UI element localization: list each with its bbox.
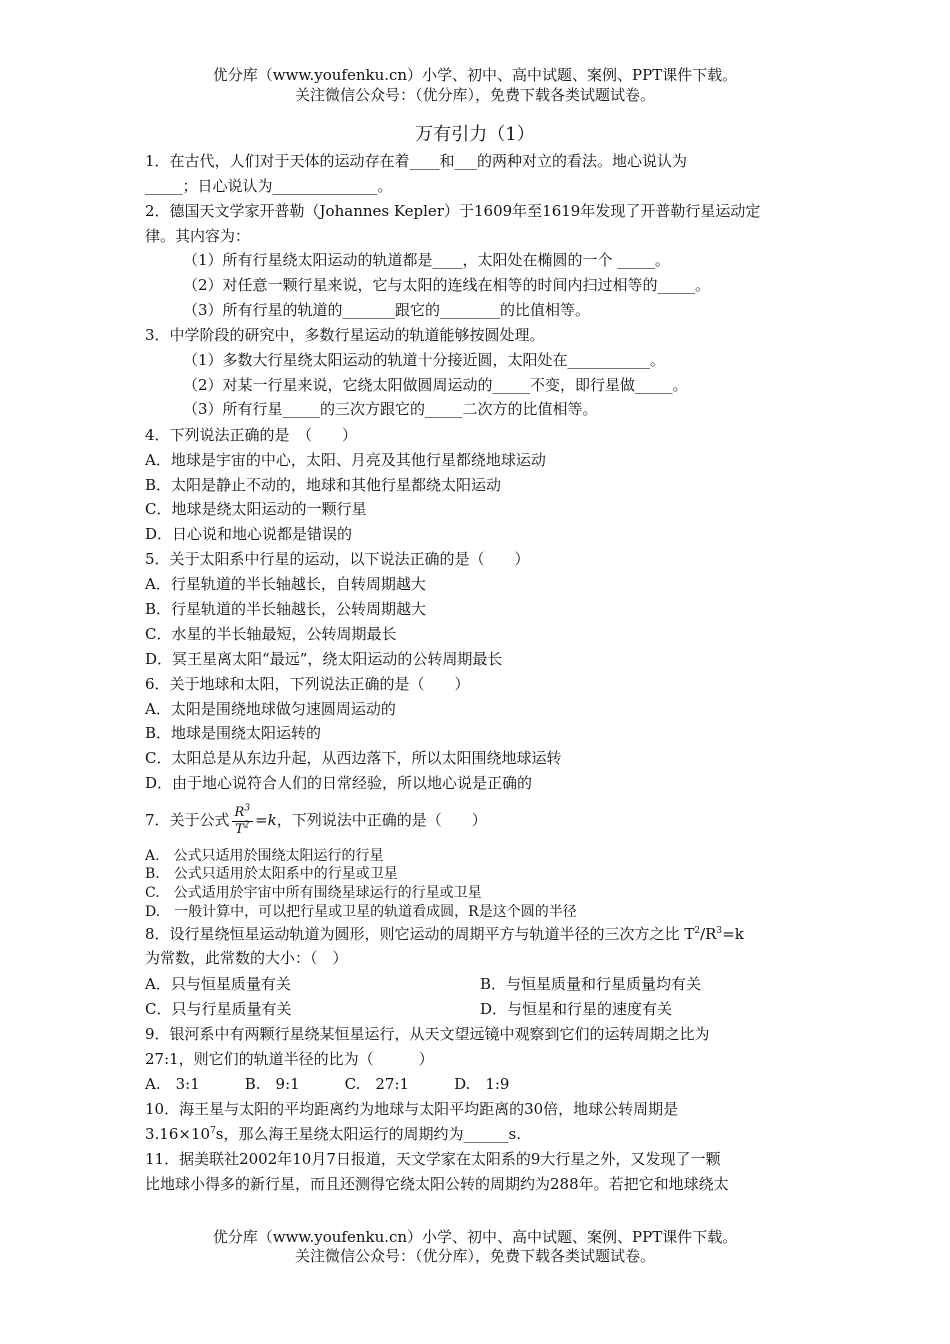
q8-option-b: B．与恒星质量和行星质量均有关 [480, 975, 702, 993]
q8-line-1: 8．设行星绕恒星运动轨道为圆形，则它运动的周期平方与轨道半径的三次方之比 $T^2/R^3=k$ [145, 925, 744, 943]
footer-line-1: 优分库（www.youfenku.cn）小学、初中、高中试题、案例、PPT课件下载。 [212, 1228, 738, 1246]
q8-option-a: A．只与恒星质量有关 [145, 975, 291, 993]
q6-option-b: B．地球是围绕太阳运转的 [145, 724, 322, 742]
header-line-1: 优分库（www.youfenku.cn）小学、初中、高中试题、案例、PPT课件下载。 [212, 66, 738, 84]
q5-stem: 5．关于太阳系中行星的运动，以下说法正确的是（ ） [145, 550, 530, 568]
q2-sub-3: （3）所有行星的轨道的_______跟它的________的比值相等。 [183, 301, 591, 319]
q7-stem-prefix: 7．关于公式 [145, 811, 230, 829]
q2-sub-1: （1）所有行星绕太阳运动的轨道都是____，太阳处在椭圆的一个 _____。 [183, 251, 670, 269]
q9-line-1: 9．银河系中有两颗行星绕某恒星运行，从天文望远镜中观察到它们的运转周期之比为 [145, 1025, 710, 1043]
q7-stem [145, 800, 487, 840]
q3-line-1: 3．中学阶段的研究中，多数行星运动的轨道能够按圆处理。 [145, 326, 545, 344]
q1-line-1: 1．在古代，人们对于天体的运动存在着____和___的两种对立的看法。地心说认为 [145, 152, 688, 170]
q7-option-c: C. 公式适用於宇宙中所有围绕星球运行的行星或卫星 [145, 885, 482, 901]
q7-option-b: B. 公式只适用於太阳系中的行星或卫星 [145, 866, 398, 882]
q6-option-c: C．太阳总是从东边升起，从西边落下，所以太阳围绕地球运转 [145, 749, 562, 767]
q6-option-d: D．由于地心说符合人们的日常经验，所以地心说是正确的 [145, 774, 533, 792]
q9-options: A. 3:1 B. 9:1 C. 27:1 D. 1:9 [145, 1075, 510, 1093]
q8-option-d: D．与恒星和行星的速度有关 [480, 1000, 673, 1018]
q2-line-2: 律。其内容为： [145, 227, 251, 245]
q7-option-d: D. 一般计算中，可以把行星或卫星的轨道看成圆，R是这个圆的半径 [145, 904, 577, 920]
formula-fraction [232, 805, 254, 838]
q7-option-a: A. 公式只适用於围绕太阳运行的行星 [145, 848, 384, 864]
q2-sub-2: （2）对任意一颗行星来说，它与太阳的连线在相等的时间内扫过相等的_____。 [183, 276, 711, 294]
q2-line-1: 2．德国天文学家开普勒（Johannes Kepler）于1609年至1619年发现了开普勒行星运动定 [145, 202, 761, 220]
q10-line-1: 10．海王星与太阳的平均距离约为地球与太阳平均距离的30倍，地球公转周期是 [145, 1100, 679, 1118]
q4-option-c: C．地球是绕太阳运动的一颗行星 [145, 500, 367, 518]
q4-option-b: B．太阳是静止不动的，地球和其他行星都绕太阳运动 [145, 476, 502, 494]
q3-sub-1: （1）多数大行星绕太阳运动的轨道十分接近圆，太阳处在___________。 [183, 351, 666, 369]
q11-line-2: 比地球小得多的新行星，而且还测得它绕太阳公转的周期约为288年。若把它和地球绕太 [145, 1175, 729, 1193]
q5-option-c: C．水星的半长轴最短，公转周期最长 [145, 625, 397, 643]
q5-option-b: B．行星轨道的半长轴越长，公转周期越大 [145, 600, 427, 618]
q6-stem: 6．关于地球和太阳，下列说法正确的是（ ） [145, 675, 470, 693]
q5-option-d: D．冥王星离太阳“最远”，绕太阳运动的公转周期最长 [145, 650, 503, 668]
q3-sub-3: （3）所有行星_____的三次方跟它的_____二次方的比值相等。 [183, 400, 598, 418]
formula-numerator: $R^3$ [232, 805, 254, 822]
q7-stem-suffix: ，下列说法中正确的是（ ） [276, 811, 487, 829]
page-title: 万有引力（1） [415, 124, 535, 145]
q1-line-2: _____；日心说认为______________。 [145, 177, 393, 195]
header-line-2: 关注微信公众号：（优分库），免费下载各类试题试卷。 [294, 86, 655, 104]
formula-equals-k: =k [255, 811, 277, 829]
q8-line-2: 为常数，此常数的大小：（ ） [145, 949, 348, 967]
q6-option-a: A．太阳是围绕地球做匀速圆周运动的 [145, 700, 396, 718]
q8-option-c: C．只与行星质量有关 [145, 1000, 292, 1018]
q10-line-2: $3.16\times 10^7s$，那么海王星绕太阳运行的周期约为______s. [145, 1125, 521, 1143]
q5-option-a: A．行星轨道的半长轴越长，自转周期越大 [145, 575, 426, 593]
q4-option-d: D．日心说和地心说都是错误的 [145, 525, 353, 543]
q4-option-a: A．地球是宇宙的中心，太阳、月亮及其他行星都绕地球运动 [145, 451, 546, 469]
footer-line-2: 关注微信公众号：（优分库），免费下载各类试题试卷。 [294, 1247, 655, 1265]
q4-stem: 4．下列说法正确的是 （ ） [145, 426, 358, 444]
q11-line-1: 11．据美联社2002年10月7日报道，天文学家在太阳系的9大行星之外，又发现了一颗 [145, 1150, 721, 1168]
q3-sub-2: （2）对某一行星来说，它绕太阳做圆周运动的_____不变，即行星做_____。 [183, 376, 688, 394]
formula-denominator: $T^2$ [235, 820, 250, 837]
q9-line-2: 27:1，则它们的轨道半径的比为（ ） [145, 1050, 434, 1068]
